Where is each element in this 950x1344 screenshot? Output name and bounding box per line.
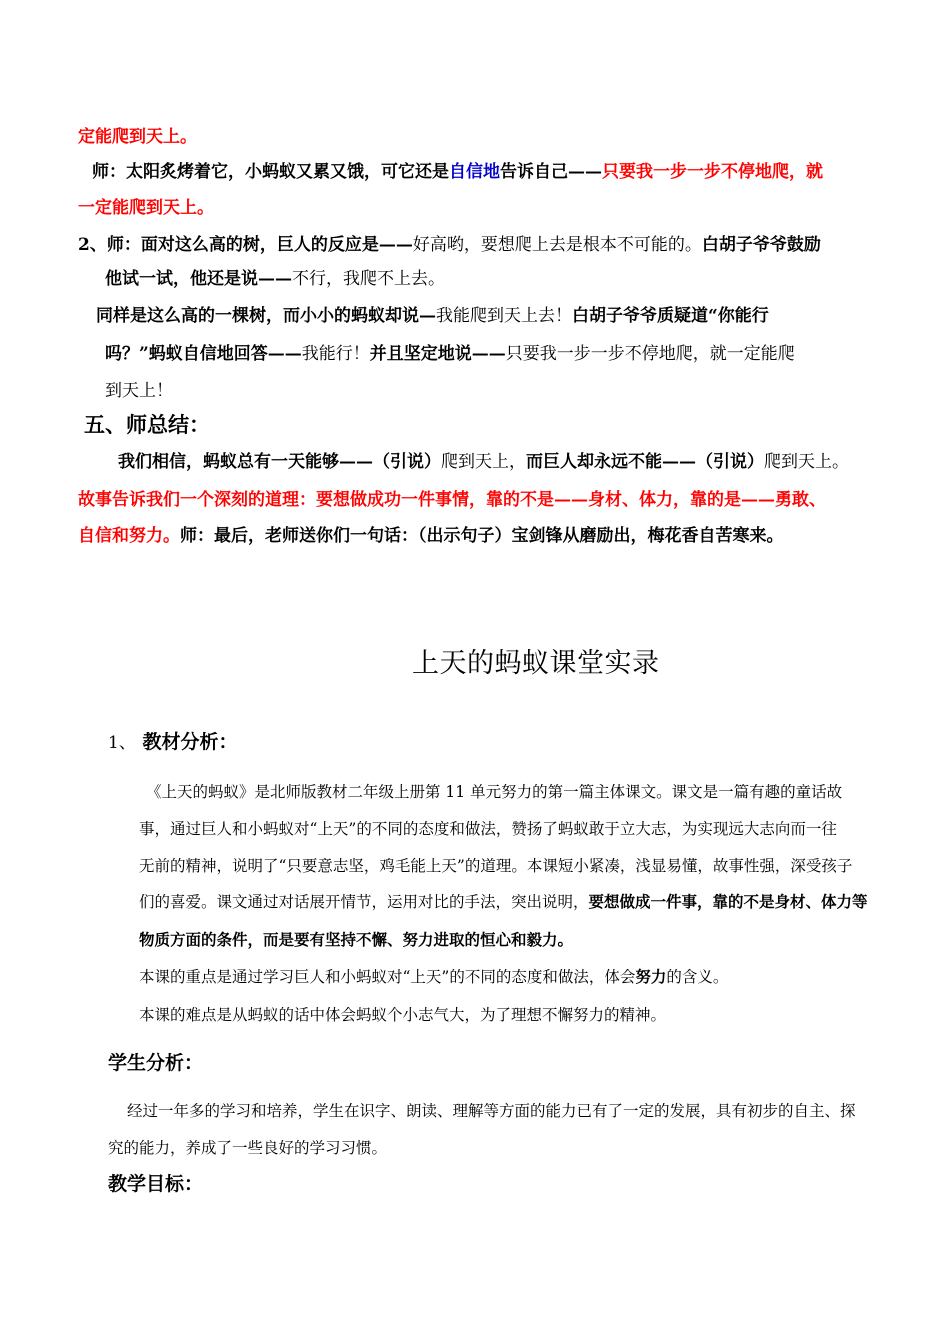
bold-text: 同样是这么高的一棵树，而小小的蚂蚁却说— [96, 306, 436, 326]
page-title: 上天的蚂蚁课堂实录 [412, 648, 660, 679]
text-line [78, 233, 821, 257]
teacher-line: 师：太阳炙烤着它，小蚂蚁又累又饿，可它还是 [92, 162, 449, 182]
text-line [139, 966, 728, 988]
text-line [78, 125, 197, 149]
plain-text: 们的喜爱。课文通过对话展开情节，运用对比的手法，突出说明， [139, 893, 589, 911]
section-heading: 五、师总结： [84, 412, 210, 437]
text-line: 经过一年多的学习和培养，学生在识字、朗读、理解等方面的能力已有了一定的发展，具有初步的自主、探 [127, 1102, 856, 1120]
text-line [139, 891, 868, 913]
bold-text: 白胡子爷爷质疑道“你能行 [572, 306, 769, 326]
red-text: 定能爬到天上。 [78, 127, 197, 147]
plain-text: 到天上！ [105, 381, 173, 401]
plain-text: 爬到天上。 [764, 452, 849, 472]
text-line: 本课的难点是从蚂蚁的话中体会蚂蚁个小志气大，为了理想不懈努力的精神。 [139, 1006, 667, 1024]
red-text: 只要我一步一步不停地爬，就 [602, 162, 823, 182]
section-heading: 学生分析： [108, 1052, 204, 1074]
text-line [92, 160, 823, 184]
plain-text: 我能行！ [301, 344, 370, 364]
red-text: 一定能爬到天上。 [78, 198, 214, 218]
text-line [105, 342, 795, 366]
section-heading [108, 729, 237, 756]
bold-text: 我们相信，蚂蚁总有一天能够——（引说） [118, 452, 441, 472]
plain-text: 的含义。 [666, 968, 729, 986]
bold-text: 他试一试，他还是说—— [105, 269, 292, 289]
plain-text: 只要我一步一步不停地爬，就一定能爬 [505, 344, 795, 364]
section-label: 教材分析： [142, 731, 238, 753]
bold-text: 师：最后，老师送你们一句话：（出示句子）宝剑锋从磨励出，梅花香自苦寒来。 [180, 526, 784, 546]
text-line [105, 267, 445, 291]
plain-text: 我能爬到天上去！ [436, 306, 572, 326]
text-line [105, 379, 173, 403]
red-text: 自信和努力。 [78, 526, 180, 546]
text-line: 物质方面的条件，而是要有坚持不懈、努力进取的恒心和毅力。 [139, 930, 574, 949]
plain-text: 爬到天上， [441, 452, 526, 472]
bold-text: 并且坚定地说—— [369, 344, 506, 364]
plain-text: 不行，我爬不上去。 [292, 269, 445, 289]
text-line: 无前的精神，说明了“只要意志坚，鸡毛能上天”的道理。本课短小紧凑，浅显易懂，故事性强，深受孩子 [139, 857, 853, 875]
text-line: 《上天的蚂蚁》是北师版教材二年级上册第 11 单元努力的第一篇主体课文。课文是一篇有趣的童话故 [146, 783, 843, 801]
text-line [78, 196, 214, 220]
text-line [78, 524, 784, 548]
section-heading: 教学目标： [108, 1173, 204, 1195]
bold-text: 2、师：面对这么高的树，巨人的反应是—— [78, 235, 413, 255]
text-line: 究的能力，养成了一些良好的学习习惯。 [108, 1139, 388, 1157]
blue-text: 自信地 [449, 162, 500, 182]
bold-text: 吗？”蚂蚁自信地回答—— [105, 344, 302, 364]
bold-text: 努力 [635, 967, 667, 986]
text-line [96, 304, 769, 328]
bold-text: 而巨人却永远不能——（引说） [526, 452, 764, 472]
section-number: 1、 [108, 733, 136, 753]
teacher-line: 告诉自己—— [500, 162, 602, 182]
text-line [118, 450, 849, 474]
plain-text: 本课的重点是通过学习巨人和小蚂蚁对“上天”的不同的态度和做法，体会 [139, 968, 636, 986]
bold-text: 要想做成一件事，靠的不是身材、体力等 [588, 892, 868, 911]
plain-text: 好高哟，要想爬上去是根本不可能的。 [412, 235, 702, 255]
text-line [78, 488, 826, 512]
red-text: 故事告诉我们一个深刻的道理：要想做成功一件事情，靠的不是——身材、体力，靠的是——勇敢、 [78, 490, 826, 510]
text-line: 事，通过巨人和小蚂蚁对“上天”的不同的态度和做法，赞扬了蚂蚁敢于立大志，为实现远大志向而一往 [139, 820, 837, 838]
bold-text: 白胡子爷爷鼓励 [701, 235, 821, 255]
